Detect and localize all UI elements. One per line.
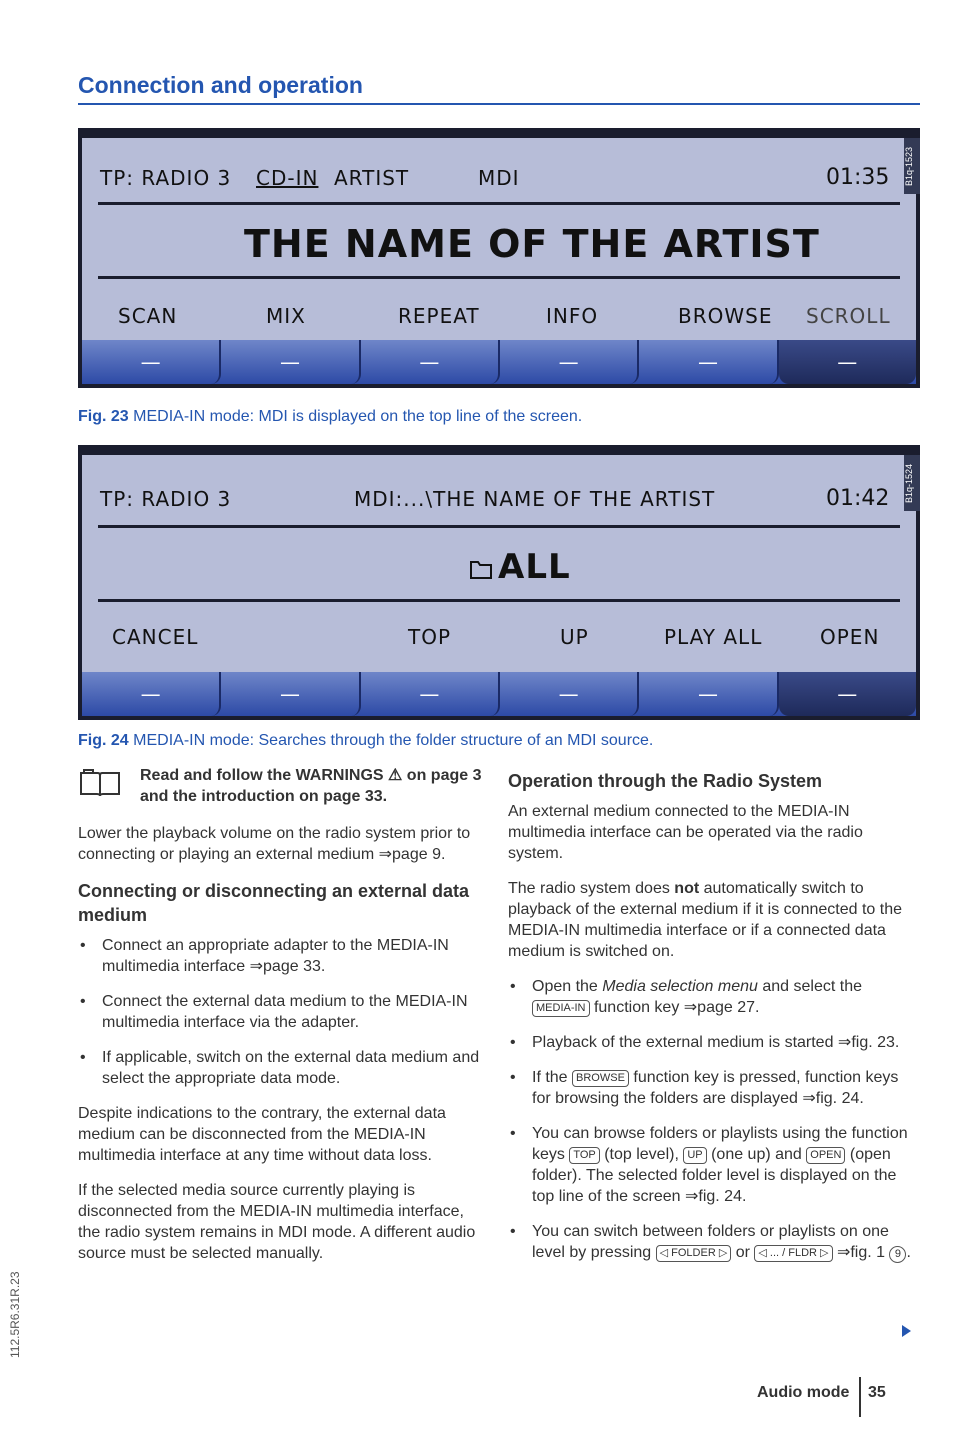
artist-label: ARTIST (334, 166, 410, 190)
artist-name-display: THE NAME OF THE ARTIST (244, 222, 820, 266)
paragraph: Despite indications to the contrary, the external data medium can be disconnected from the MEDIA-IN multimedia interface at any time without data loss. (78, 1105, 446, 1164)
key-label: ◁ ... / FLDR ▷ (754, 1245, 832, 1262)
section-heading: Operation through the Radio System (508, 771, 823, 791)
key-label: OPEN (806, 1147, 845, 1164)
screen-top-bar (78, 128, 920, 138)
list-item (508, 1067, 920, 1109)
text-run: Open the (532, 978, 603, 995)
continue-arrow-icon (902, 1325, 911, 1337)
softkey-button[interactable]: — (639, 340, 778, 384)
softkey-label-mix: MIX (266, 304, 306, 328)
softkey-label-up: UP (560, 625, 589, 649)
softkey-button[interactable]: — (779, 340, 916, 384)
warning-note (78, 765, 490, 807)
softkey-label-cancel: CANCEL (112, 625, 199, 649)
text-run: You can browse folders or playlists using the function keys (532, 1125, 908, 1163)
key-label: TOP (569, 1147, 599, 1164)
paragraph: An external medium connected to the MEDIA-IN multimedia interface can be operated via the radio system. (508, 803, 863, 862)
softkey-row (82, 672, 916, 716)
screen-rule (98, 599, 900, 602)
figure-24-caption (78, 732, 653, 750)
list-item: • Connect the external data medium to the MEDIA-IN multimedia interface via the adapter. (78, 991, 490, 1033)
playback-time: 01:42 (826, 486, 890, 511)
tp-radio-label: TP: RADIO 3 (100, 166, 232, 190)
book-icon (78, 769, 122, 799)
figure-23-radio-screen (78, 128, 920, 388)
caption-text: MEDIA-IN mode: MDI is displayed on the top line of the screen. (133, 408, 583, 425)
softkey-button[interactable]: — (361, 340, 500, 384)
softkey-button[interactable]: — (639, 672, 778, 716)
callout-number: 9 (889, 1246, 906, 1263)
folder-name: ALL (498, 547, 571, 587)
softkey-button[interactable]: — (221, 672, 360, 716)
text-run: or (731, 1244, 755, 1261)
softkey-label-scroll: SCROLL (806, 304, 891, 328)
figure-code-badge: B1q-1524 (904, 455, 920, 511)
key-label: UP (683, 1147, 706, 1164)
playback-time: 01:35 (826, 165, 890, 190)
figure-number: Fig. 23 (78, 408, 129, 425)
text-run: The radio system does (508, 880, 675, 897)
softkey-button[interactable]: — (500, 340, 639, 384)
page-number: 35 (868, 1384, 886, 1401)
softkey-label-play-all: PLAY ALL (664, 625, 763, 649)
softkey-label-open: OPEN (820, 625, 880, 649)
text-run: (one up) and (706, 1146, 807, 1163)
softkey-label-top: TOP (408, 625, 452, 649)
footer-section-label: Audio mode (757, 1384, 850, 1401)
header-rule (78, 103, 920, 105)
softkey-label-info: INFO (546, 304, 599, 328)
list-item: • Connect an appropriate adapter to the MEDIA-IN multimedia interface ⇒page 33. (78, 935, 490, 977)
text-run: ⇒fig. 1 (832, 1244, 890, 1261)
menu-name: Media selection menu (602, 978, 758, 995)
text-run: and select the (757, 978, 862, 995)
figure-number: Fig. 24 (78, 732, 129, 749)
paragraph: If the selected media source currently playing is disconnected from the MEDIA-IN multimedia interface, the radio system remains in MDI mode. A different audio source must be selected manually. (78, 1182, 476, 1262)
list-item (508, 976, 920, 1018)
page-header-title: Connection and operation (78, 72, 363, 98)
softkey-label-repeat: REPEAT (398, 304, 480, 328)
softkey-label-scan: SCAN (118, 304, 178, 328)
folder-icon (470, 559, 492, 579)
softkey-button[interactable]: — (779, 672, 916, 716)
right-column (508, 765, 920, 1277)
text-run: . (906, 1244, 911, 1261)
list-item: • Playback of the external medium is started ⇒fig. 23. (508, 1032, 920, 1053)
softkey-row (82, 340, 916, 384)
footer-divider (859, 1377, 861, 1417)
document-code: 112.5R6.31R.23 (8, 1271, 22, 1359)
screen-rule (98, 276, 900, 279)
emphasis: not (674, 880, 700, 897)
text-run: If the (532, 1069, 573, 1086)
text-run: You can switch between folders or playlists on one level by pressing (532, 1223, 889, 1261)
text-run: automatically switch to playback of the external medium if it is connected to the MEDIA-IN multimedia interface or if a connected data medium is switched on. (508, 880, 902, 960)
list-item (508, 1123, 920, 1207)
figure-code-badge: B1q-1523 (904, 138, 920, 194)
screen-top-bar (78, 445, 920, 455)
paragraph (508, 878, 920, 962)
key-label: MEDIA-IN (532, 1000, 590, 1017)
caption-text: MEDIA-IN mode: Searches through the folder structure of an MDI source. (133, 732, 654, 749)
text-run: (open folder). The selected folder level is displayed on the top line of the screen ⇒fig. 24. (532, 1146, 897, 1205)
source-label: CD-IN (256, 166, 319, 190)
mode-label: MDI (478, 166, 520, 190)
left-column (78, 765, 490, 1278)
key-label: ◁ FOLDER ▷ (656, 1245, 732, 1262)
list-item: • If applicable, switch on the external data medium and select the appropriate data mode. (78, 1047, 490, 1089)
tp-radio-label: TP: RADIO 3 (100, 487, 232, 511)
softkey-button[interactable]: — (82, 672, 221, 716)
softkey-button[interactable]: — (82, 340, 221, 384)
folder-path-label: MDI:...\THE NAME OF THE ARTIST (354, 487, 716, 511)
figure-23-caption (78, 408, 582, 426)
softkey-button[interactable]: — (361, 672, 500, 716)
screen-rule (98, 525, 900, 528)
screen-rule (98, 202, 900, 205)
softkey-button[interactable]: — (221, 340, 360, 384)
figure-24-radio-screen (78, 445, 920, 720)
text-run: (top level), (599, 1146, 684, 1163)
warning-text: Read and follow the WARNINGS ⚠ on page 3 and the introduction on page 33. (140, 767, 482, 805)
list-item (508, 1221, 920, 1263)
section-heading: Connecting or disconnecting an external data medium (78, 881, 470, 925)
paragraph: Lower the playback volume on the radio system prior to connecting or playing an external medium ⇒page 9. (78, 825, 471, 863)
key-label: BROWSE (572, 1070, 629, 1087)
softkey-button[interactable]: — (500, 672, 639, 716)
folder-display (470, 547, 571, 587)
softkey-label-browse: BROWSE (678, 304, 773, 328)
text-run: function key ⇒page 27. (589, 999, 760, 1016)
text-run: function key is pressed, function keys for browsing the folders are displayed ⇒fig. 24. (532, 1069, 899, 1107)
